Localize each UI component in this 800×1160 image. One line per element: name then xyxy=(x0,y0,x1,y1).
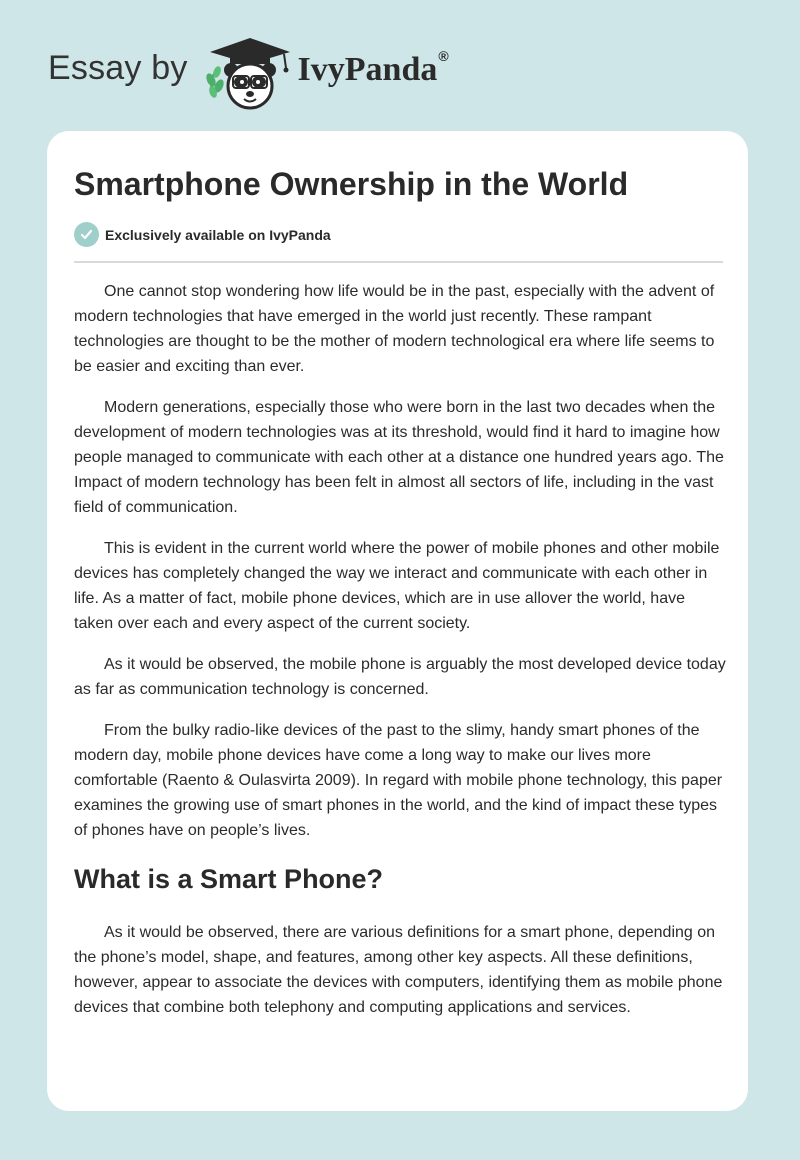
divider xyxy=(74,261,723,263)
paragraph: From the bulky radio-like devices of the past to the slimy, handy smart phones of the modern day, mobile phone devices have come a long way to make our lives more comfortable (Raento & Oulasvirta 2009). In regard with mobile phone technology, this paper examines the growing use of smart phones in the world, and the kind of impact these types of phones have on people’s lives. xyxy=(74,722,723,839)
article-title: Smartphone Ownership in the World xyxy=(74,166,629,202)
badge-text: Exclusively available on IvyPanda xyxy=(105,226,331,243)
paragraph: One cannot stop wondering how life would be in the past, especially with the advent of modern technologies that have emerged in the world just recently. These rampant technologies are thought to be the mother of modern technological era where life seems to be easier and exciting than ever. xyxy=(74,283,715,375)
check-icon xyxy=(74,222,99,247)
essay-by-label: Essay by xyxy=(48,48,188,87)
registered-mark: ® xyxy=(438,48,449,64)
paragraph: As it would be observed, the mobile phone is arguably the most developed device today as far as communication technology is concerned. xyxy=(74,656,726,698)
site-brand[interactable] xyxy=(48,34,449,110)
section-heading: What is a Smart Phone? xyxy=(74,864,384,894)
panda-logo-icon xyxy=(202,34,294,110)
exclusive-badge xyxy=(74,222,331,247)
paragraph: As it would be observed, there are various definitions for a smart phone, depending on the phone’s model, shape, and features, among other key aspects. All these definitions, however, appear to associate the devices with computers, identifying them as mobile phone devices that combine both telephony and computing applications and services. xyxy=(74,924,723,1016)
paragraph: Modern generations, especially those who were born in the last two decades when the development of modern technologies was at its threshold, would find it hard to imagine how people managed to communicate with each other at a distance one hundred years ago. The Impact of modern technology has been felt in almost all sectors of life, including in the vast field of communication. xyxy=(74,399,724,516)
paragraph: This is evident in the current world where the power of mobile phones and other mobile devices has completely changed the way we interact and communicate with each other in life. As a matter of fact, mobile phone devices, which are in use allover the world, have taken over each and every aspect of the current society. xyxy=(74,540,720,632)
brand-name: IvyPanda xyxy=(297,51,438,88)
article-card xyxy=(47,131,748,1111)
